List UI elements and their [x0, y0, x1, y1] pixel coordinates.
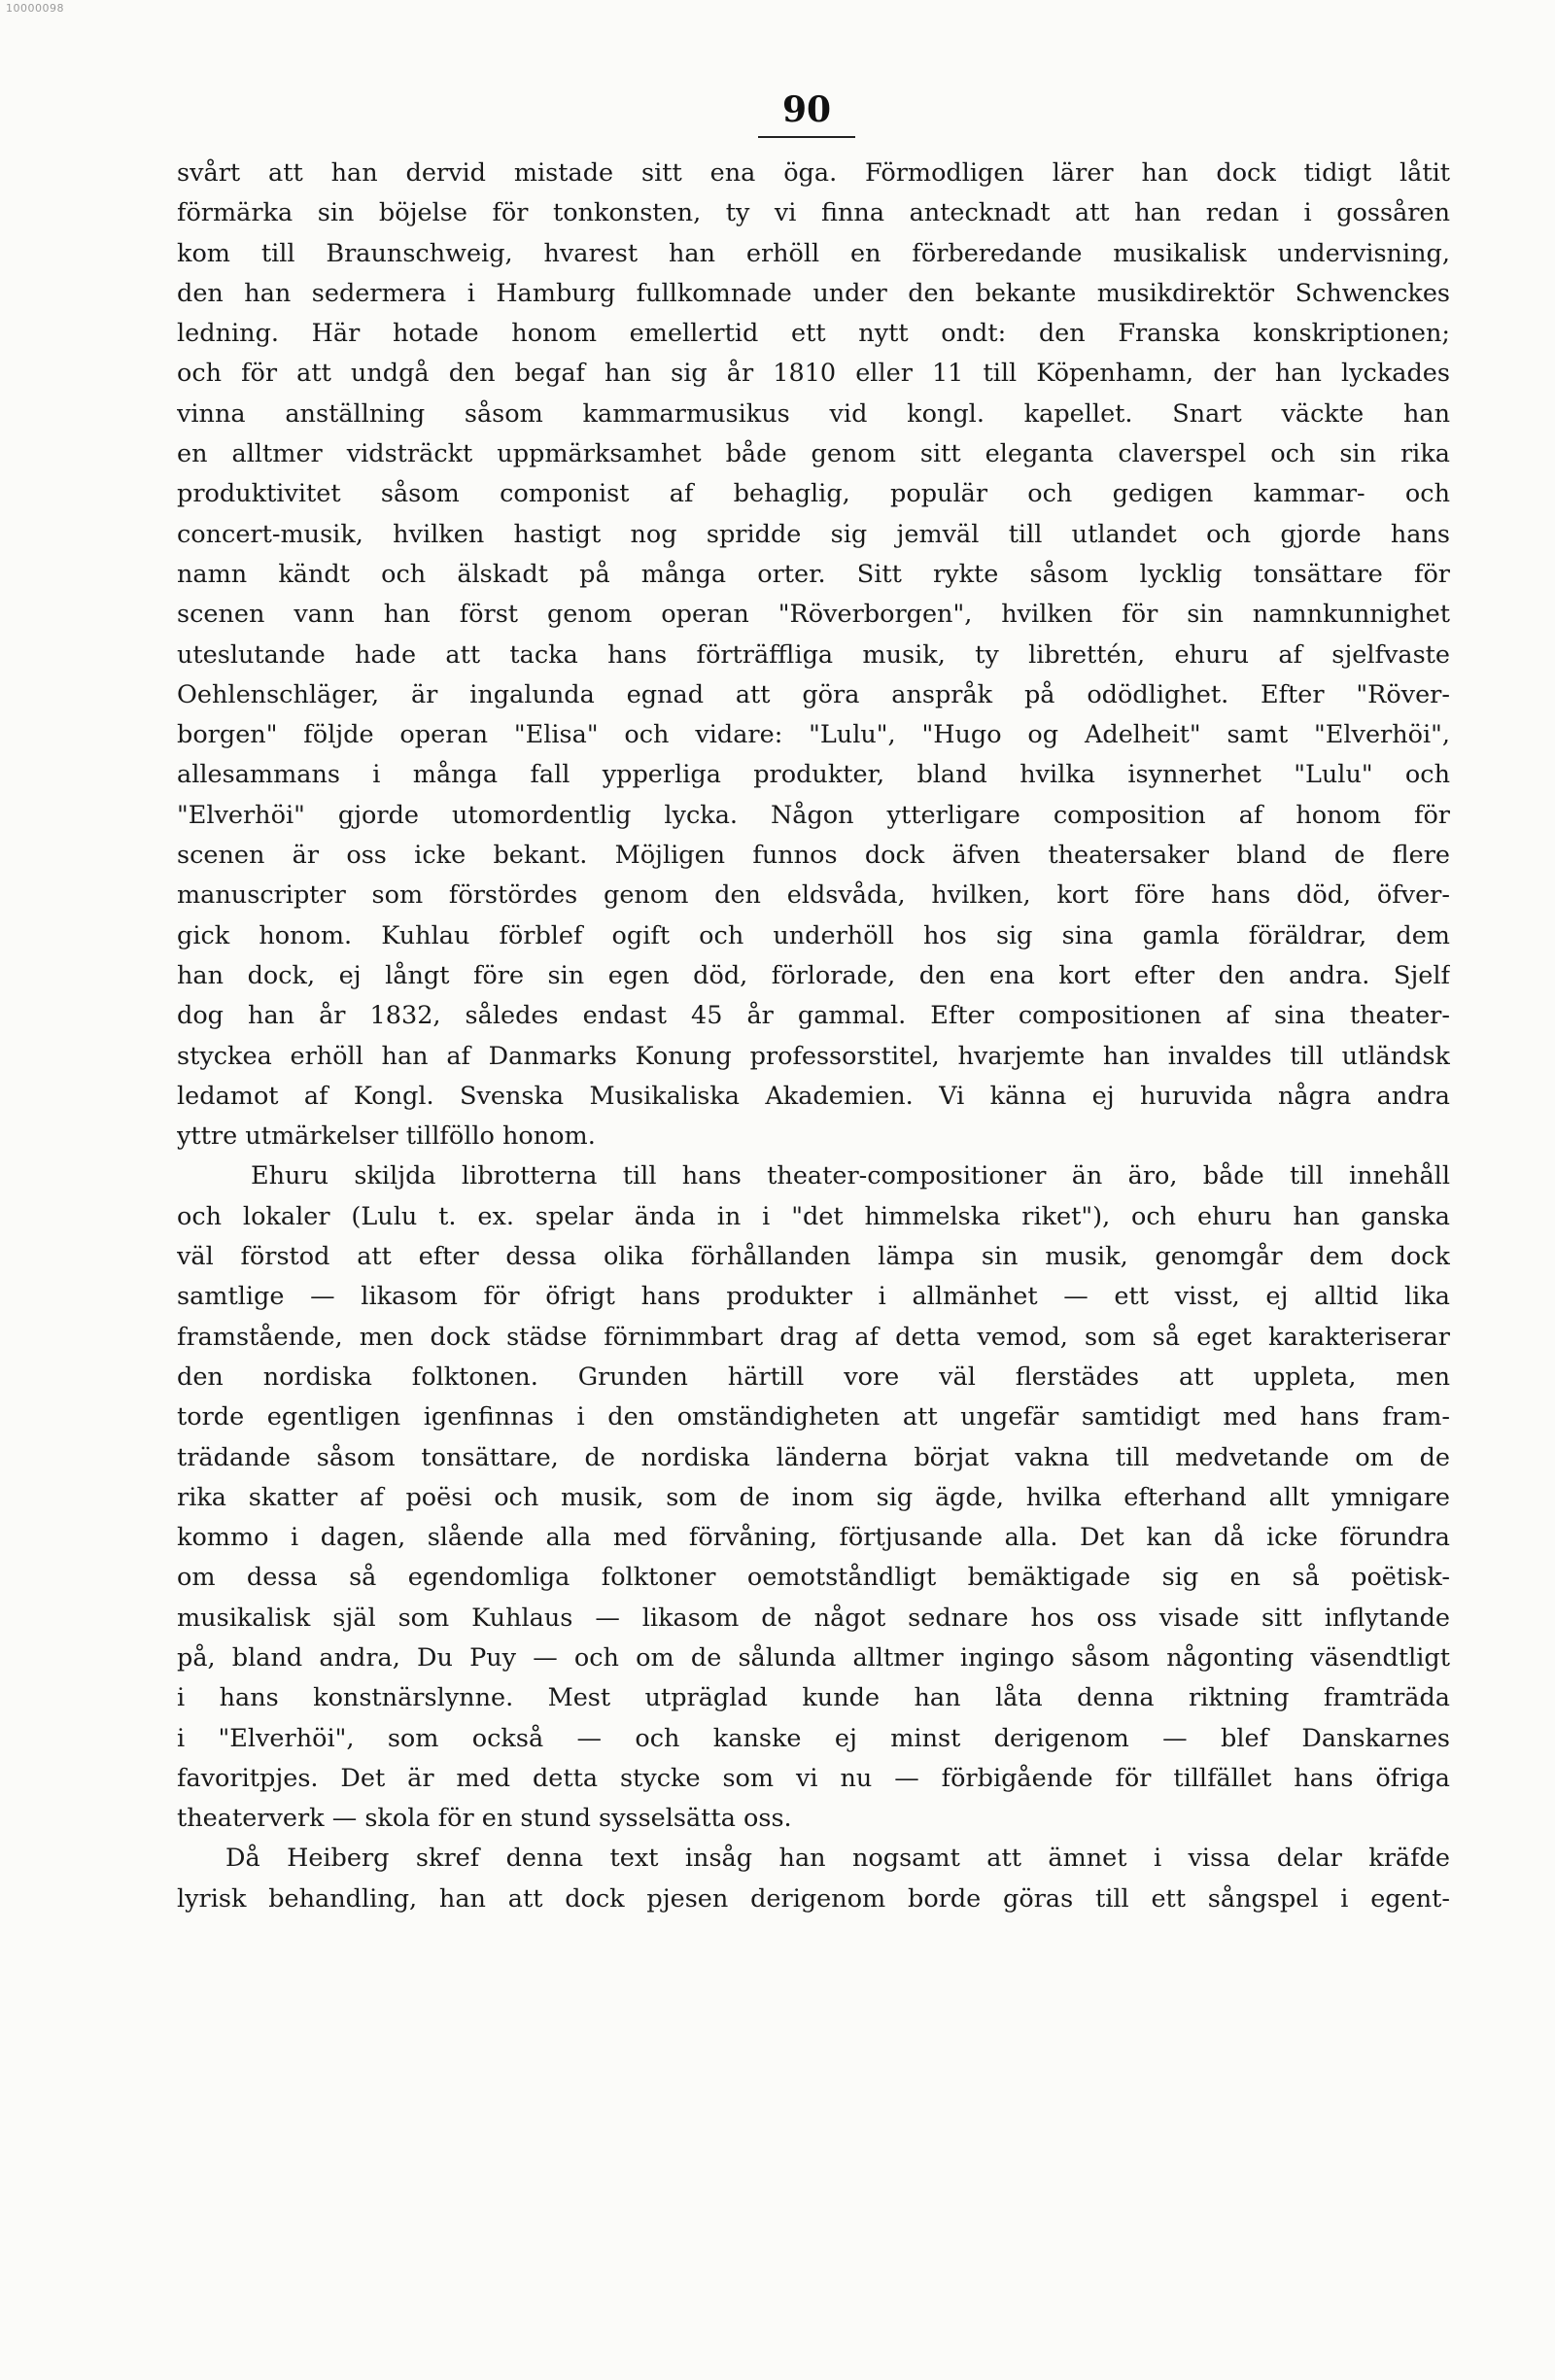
text-line: den nordiska folktonen. Grunden härtill vore väl flerstädes att uppleta, men	[177, 1362, 1450, 1392]
text-line: torde egentligen igenfinnas i den omständigheten att ungefär samtidigt med hans fram-	[177, 1402, 1450, 1432]
text-line: allesammans i många fall ypperliga produkter, bland hvilka isynnerhet "Lulu" och	[177, 760, 1450, 790]
text-line: musikalisk själ som Kuhlaus — likasom de något sednare hos oss visade sitt inflytande	[177, 1603, 1450, 1633]
text-line: styckea erhöll han af Danmarks Konung professorstitel, hvarjemte han invaldes till utländsk	[177, 1041, 1450, 1071]
text-line: lyrisk behandling, han att dock pjesen derigenom borde göras till ett sångspel i egent-	[177, 1883, 1450, 1914]
text-line: ledamot af Kongl. Svenska Musikaliska Akademien. Vi känna ej huruvida några andra	[177, 1081, 1450, 1111]
text-line: dog han år 1832, således endast 45 år gammal. Efter compositionen af sina theater-	[177, 1001, 1450, 1031]
text-line: rika skatter af poësi och musik, som de inom sig ägde, hvilka efterhand allt ymnigare	[177, 1482, 1450, 1512]
text-line: förmärka sin böjelse för tonkonsten, ty vi finna antecknadt att han redan i gossåren	[177, 198, 1450, 228]
text-line: yttre utmärkelser tillföllo honom.	[177, 1121, 596, 1152]
scan-id-label: 10000098	[6, 2, 64, 15]
text-line: uteslutande hade att tacka hans förträffliga musik, ty librettén, ehuru af sjelfvaste	[177, 639, 1450, 670]
text-line: kommo i dagen, slående alla med förvåning, förtjusande alla. Det kan då icke förundra	[177, 1523, 1450, 1553]
text-line: i "Elverhöi", som också — och kanske ej minst derigenom — blef Danskarnes	[177, 1723, 1450, 1753]
text-line: han dock, ej långt före sin egen död, förlorade, den ena kort efter den andra. Sjelf	[177, 960, 1450, 990]
text-line: framstående, men dock städse förnimmbart drag af detta vemod, som så eget karakteriserar	[177, 1322, 1450, 1352]
text-line: scenen vann han först genom operan "Röverborgen", hvilken för sin namnkunnighet	[177, 600, 1450, 630]
text-line: den han sedermera i Hamburg fullkomnade under den bekante musikdirektör Schwenckes	[177, 278, 1450, 308]
text-line: om dessa så egendomliga folktoner oemotståndligt bemäktigade sig en så poëtisk-	[177, 1563, 1450, 1593]
text-line: scenen är oss icke bekant. Möjligen funnos dock äfven theatersaker bland de flere	[177, 841, 1450, 871]
text-line: produktivitet såsom componist af behaglig, populär och gedigen kammar- och	[177, 479, 1450, 509]
text-line: och lokaler (Lulu t. ex. spelar ända in i "det himmelska riket"), och ehuru han ganska	[177, 1201, 1450, 1231]
text-line: manuscripter som förstördes genom den eldsvåda, hvilken, kort före hans död, öfver-	[177, 880, 1450, 911]
text-line: namn kändt och älskadt på många orter. Sitt rykte såsom lycklig tonsättare för	[177, 559, 1450, 589]
body-text	[177, 154, 1450, 1919]
text-line: gick honom. Kuhlau förblef ogift och underhöll hos sig sina gamla föräldrar, dem	[177, 920, 1450, 950]
text-line: på, bland andra, Du Puy — och om de sålunda alltmer ingingo såsom någonting väsendtligt	[177, 1642, 1450, 1673]
text-line: Oehlenschläger, är ingalunda egnad att göra anspråk på odödlighet. Efter "Röver-	[177, 679, 1450, 709]
text-line: trädande såsom tonsättare, de nordiska länderna börjat vakna till medvetande om de	[177, 1442, 1450, 1472]
text-line: concert-musik, hvilken hastigt nog spridde sig jemväl till utlandet och gjorde hans	[177, 519, 1450, 549]
text-line: vinna anställning såsom kammarmusikus vid kongl. kapellet. Snart väckte han	[177, 398, 1450, 429]
text-line: och för att undgå den begaf han sig år 1810 eller 11 till Köpenhamn, der han lyckades	[177, 359, 1450, 389]
text-line: samtlige — likasom för öfrigt hans produkter i allmänhet — ett visst, ej alltid lika	[177, 1282, 1450, 1312]
text-line: Ehuru skiljda librotterna till hans theater-compositioner än äro, både till innehåll	[251, 1161, 1450, 1191]
page-number: 90	[781, 89, 832, 130]
text-line: "Elverhöi" gjorde utomordentlig lycka. Någon ytterligare composition af honom för	[177, 800, 1450, 830]
text-line: svårt att han dervid mistade sitt ena öga. Förmodligen lärer han dock tidigt låtit	[177, 158, 1450, 188]
text-line: kom till Braunschweig, hvarest han erhöll en förberedande musikalisk undervisning,	[177, 238, 1450, 268]
text-line: en alltmer vidsträckt uppmärksamhet både genom sitt eleganta claverspel och sin rika	[177, 439, 1450, 469]
text-line: theaterverk — skola för en stund sysselsätta oss.	[177, 1804, 792, 1834]
text-line: väl förstod att efter dessa olika förhållanden lämpa sin musik, genomgår dem dock	[177, 1242, 1450, 1272]
text-line: Då Heiberg skref denna text insåg han nogsamt att ämnet i vissa delar kräfde	[225, 1844, 1450, 1874]
page-number-rule	[758, 136, 855, 138]
text-line: borgen" följde operan "Elisa" och vidare: "Lulu", "Hugo og Adelheit" samt "Elverhöi",	[177, 720, 1450, 750]
text-line: favoritpjes. Det är med detta stycke som vi nu — förbigående för tillfället hans öfriga	[177, 1763, 1450, 1793]
text-line: i hans konstnärslynne. Mest utpräglad kunde han låta denna riktning framträda	[177, 1683, 1450, 1713]
text-line: ledning. Här hotade honom emellertid ett nytt ondt: den Franska konskriptionen;	[177, 319, 1450, 349]
